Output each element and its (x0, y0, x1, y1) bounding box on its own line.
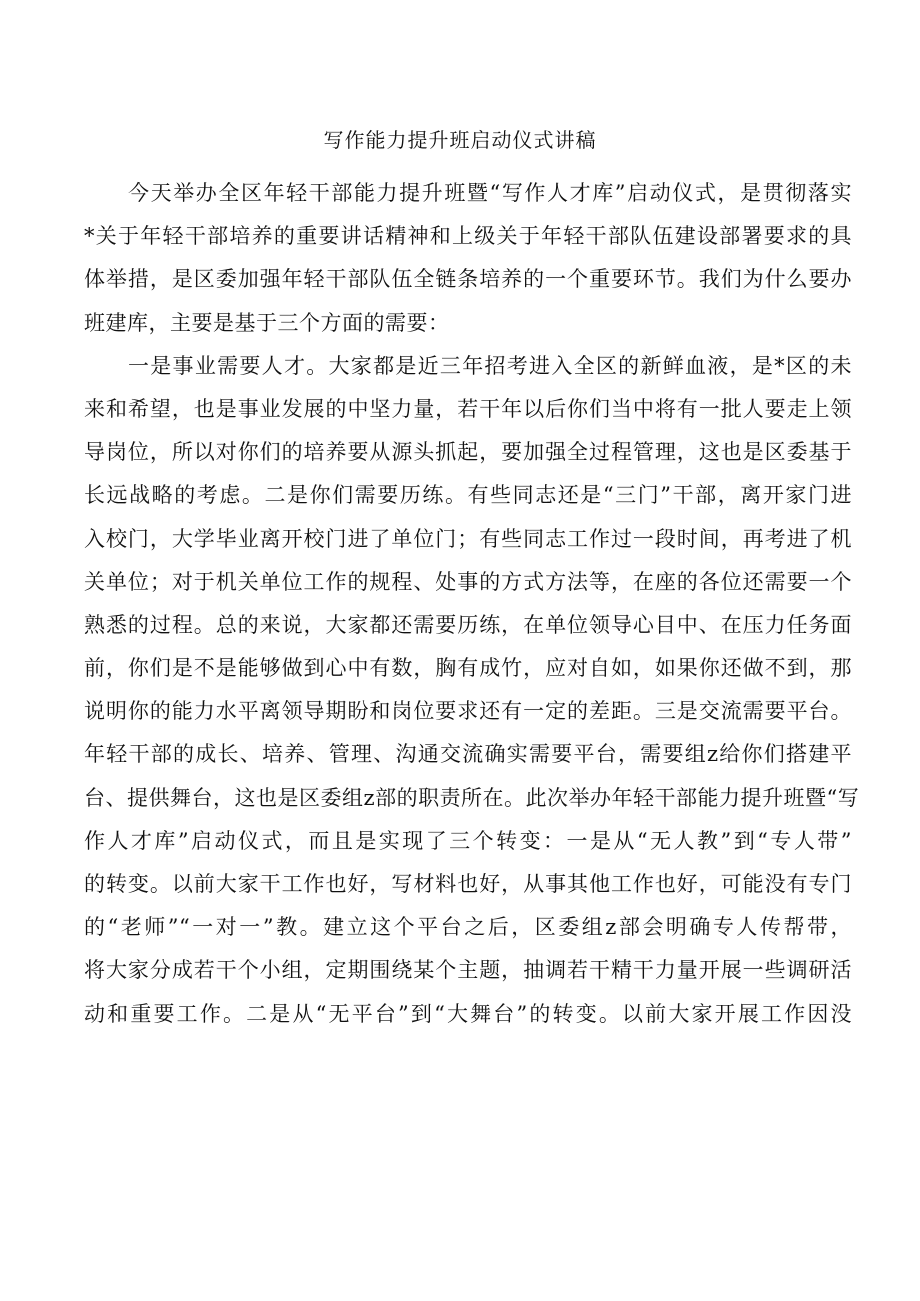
text-line: 体举措，是区委加强年轻干部队伍全链条培养的一个重要环节。我们为什么要办 (84, 267, 852, 292)
text-line: 今天举办全区年轻干部能力提升班暨“写作人才库”启动仪式，是贯彻落实 (128, 181, 852, 205)
text-line: 一是事业需要人才。大家都是近三年招考进入全区的新鲜血液，是*区的未 (128, 353, 852, 378)
text-line: 年轻干部的成长、培养、管理、沟通交流确实需要平台，需要组z给你们搭建平 (84, 742, 852, 767)
text-line: 动和重要工作。二是从“无平台”到“大舞台”的转变。以前大家开展工作因没 (84, 1001, 852, 1026)
text-line: 关单位；对于机关单位工作的规程、处事的方式方法等，在座的各位还需要一个 (84, 569, 852, 594)
text-line: 前，你们是不是能够做到心中有数，胸有成竹，应对自如，如果你还做不到，那 (84, 656, 852, 681)
text-line: 的转变。以前大家干工作也好，写材料也好，从事其他工作也好，可能没有专门 (84, 872, 852, 896)
text-line: 熟悉的过程。总的来说，大家都还需要历练，在单位领导心目中、在压力任务面 (84, 612, 852, 637)
text-line: 将大家分成若干个小组，定期围绕某个主题，抽调若干精干力量开展一些调研活 (84, 958, 852, 983)
text-line: 导岗位，所以对你们的培养要从源头抓起，要加强全过程管理，这也是区委基于 (84, 440, 852, 465)
text-line: 来和希望，也是事业发展的中坚力量，若干年以后你们当中将有一批人要走上领 (84, 396, 852, 421)
document-body (84, 172, 860, 1036)
text-line: 入校门，大学毕业离开校门进了单位门；有些同志工作过一段时间，再考进了机 (84, 526, 852, 551)
text-line: 说明你的能力水平离领导期盼和岗位要求还有一定的差距。三是交流需要平台。 (84, 699, 852, 724)
text-line: 台、提供舞台，这也是区委组z部的职责所在。此次举办年轻干部能力提升班暨“写 (84, 785, 860, 810)
text-line: 的“老师”“一对一”教。建立这个平台之后，区委组z部会明确专人传帮带， (84, 915, 852, 940)
text-line: 班建库，主要是基于三个方面的需要： (84, 310, 450, 335)
text-line: *关于年轻干部培养的重要讲话精神和上级关于年轻干部队伍建设部署要求的具 (84, 224, 852, 249)
text-line: 作人才库”启动仪式，而且是实现了三个转变：一是从“无人教”到“专人带” (84, 828, 852, 853)
document-title: 写作能力提升班启动仪式讲稿 (323, 128, 597, 152)
text-line: 长远战略的考虑。二是你们需要历练。有些同志还是“三门”干部，离开家门进 (84, 483, 852, 508)
